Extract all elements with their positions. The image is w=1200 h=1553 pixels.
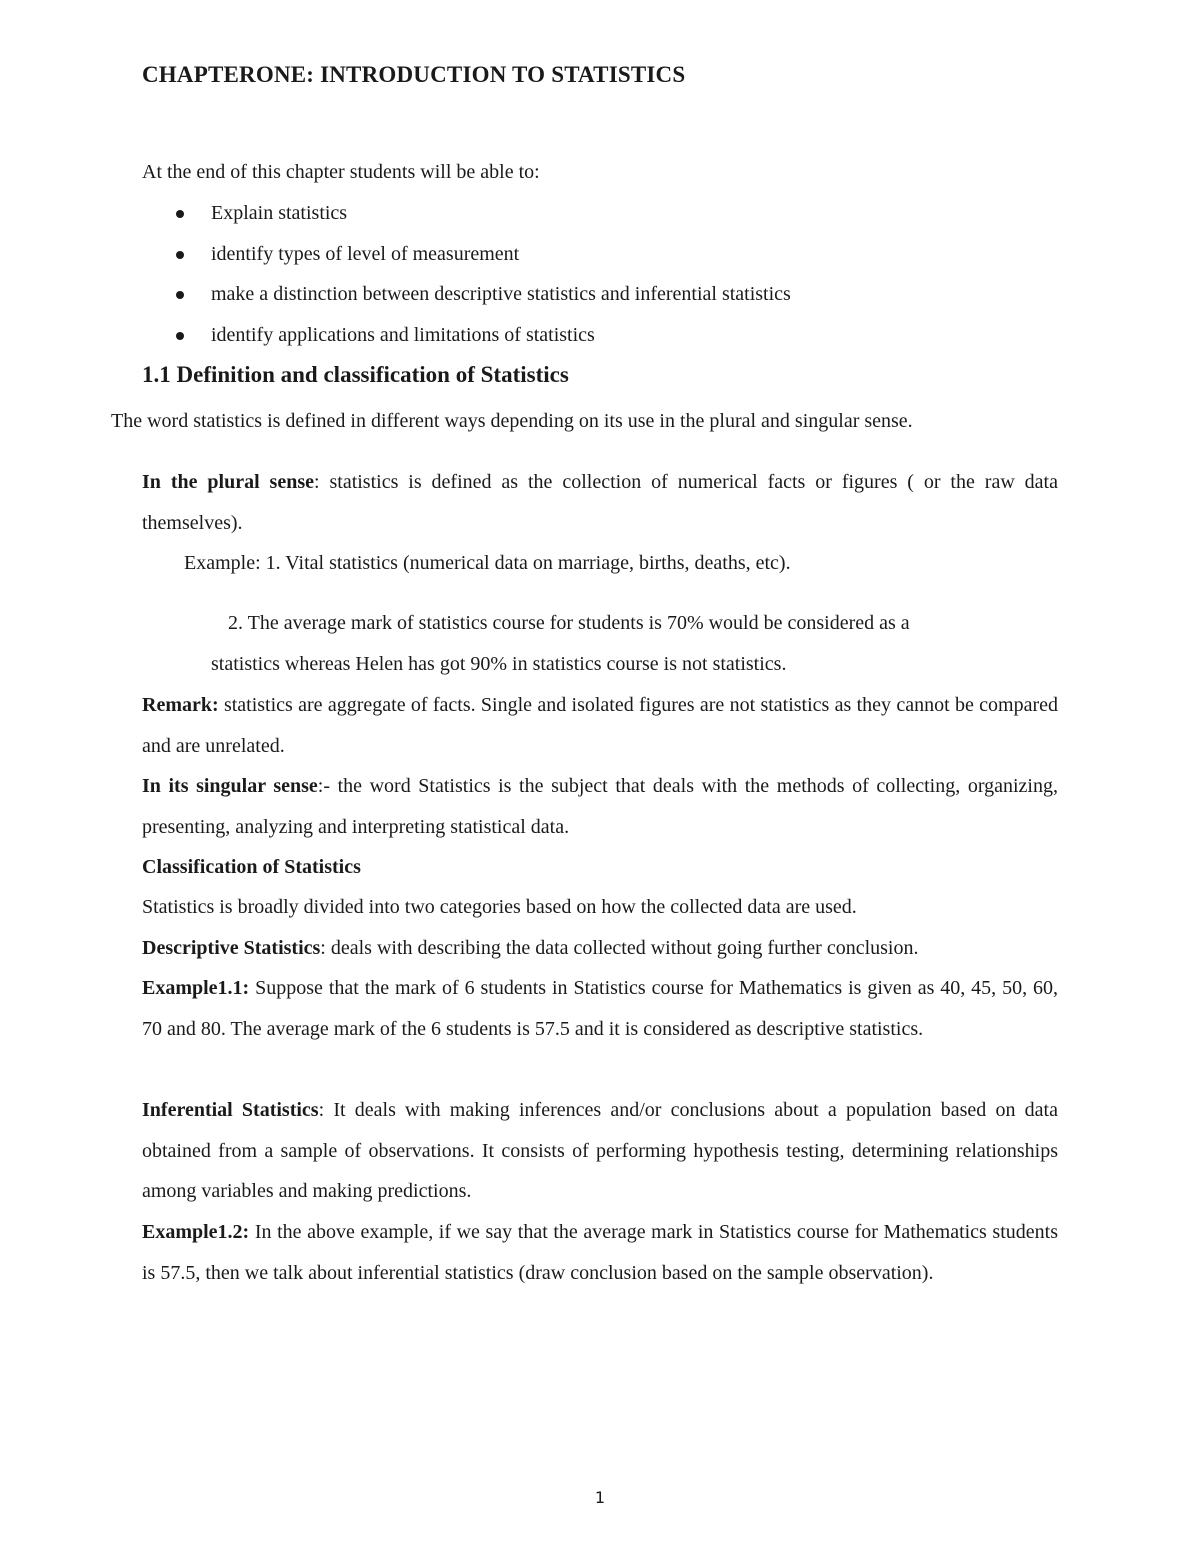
objectives-list xyxy=(142,193,791,355)
list-item xyxy=(142,274,791,315)
list-item xyxy=(142,234,791,275)
example-1-2-text: In the above example, if we say that the average mark in Statistics course for Mathematics students is 57.5, then we talk about inferential statistics (draw conclusion based on the sample observation). xyxy=(142,1221,1058,1284)
inferential-statistics-term: Inferential Statistics xyxy=(142,1099,319,1121)
bullet-icon xyxy=(176,210,184,218)
example-1-2-term: Example1.2: xyxy=(142,1221,250,1243)
singular-sense-paragraph xyxy=(142,766,1058,847)
classification-heading xyxy=(142,847,361,888)
example-2-line-1: 2. The average mark of statistics course for students is 70% would be considered as a xyxy=(228,612,910,634)
bullet-icon xyxy=(176,291,184,299)
list-item-text: identify applications and limitations of statistics xyxy=(211,323,595,346)
plural-sense-term: In the plural sense xyxy=(142,471,314,493)
remark-text: statistics are aggregate of facts. Single and isolated figures are not statistics as they cannot be compared and are unrelated. xyxy=(142,694,1058,757)
example-1-1-text: Suppose that the mark of 6 students in Statistics course for Mathematics is given as 40, 45, 50, 60, 70 and 80. The average mark of the 6 students is 57.5 and it is considered as descriptive statistics. xyxy=(142,977,1058,1040)
inferential-statistics-paragraph xyxy=(142,1090,1058,1212)
singular-sense-term: In its singular sense xyxy=(142,775,318,797)
descriptive-statistics-term: Descriptive Statistics xyxy=(142,937,321,959)
section-heading: 1.1 Definition and classification of Statistics xyxy=(142,362,569,387)
example-2-line-2: statistics whereas Helen has got 90% in statistics course is not statistics. xyxy=(211,653,787,675)
example-1-1-paragraph xyxy=(142,968,1058,1049)
remark-paragraph xyxy=(142,685,1058,766)
inferential-statistics-text: : It deals with making inferences and/or conclusions about a population based on data obtained from a sample of observations. It consists of performing hypothesis testing, determining relationships among variables and making predictions. xyxy=(142,1099,1058,1202)
list-item xyxy=(142,315,791,356)
page-number: 1 xyxy=(594,1488,606,1507)
chapter-title: CHAPTERONE: INTRODUCTION TO STATISTICS xyxy=(142,62,686,87)
list-item-text: identify types of level of measurement xyxy=(211,242,520,265)
example-1: Example: 1. Vital statistics (numerical data on marriage, births, deaths, etc). xyxy=(184,552,791,574)
classification-text: Statistics is broadly divided into two categories based on how the collected data are used. xyxy=(142,896,857,918)
example-1-2-paragraph xyxy=(142,1212,1058,1293)
singular-sense-text: :- the word Statistics is the subject that deals with the methods of collecting, organizing, presenting, analyzing and interpreting statistical data. xyxy=(142,775,1058,838)
descriptive-statistics-paragraph xyxy=(142,928,918,969)
bullet-icon xyxy=(176,251,184,259)
list-item-text: make a distinction between descriptive statistics and inferential statistics xyxy=(211,283,791,305)
classification-heading-text: Classification of Statistics xyxy=(142,856,361,878)
remark-term: Remark: xyxy=(142,694,219,716)
section-intro: The word statistics is defined in different ways depending on its use in the plural and singular sense. xyxy=(111,410,913,432)
example-1-1-term: Example1.1: xyxy=(142,977,250,999)
descriptive-statistics-text: : deals with describing the data collected without going further conclusion. xyxy=(320,937,919,959)
bullet-icon xyxy=(176,332,184,340)
plural-sense-text: : statistics is defined as the collection of numerical facts or figures ( or the raw data themselves). xyxy=(142,471,1058,534)
list-item-text: Explain statistics xyxy=(211,202,348,224)
plural-sense-paragraph xyxy=(142,462,1058,543)
list-item xyxy=(142,193,791,234)
objectives-intro: At the end of this chapter students will be able to: xyxy=(142,161,540,183)
